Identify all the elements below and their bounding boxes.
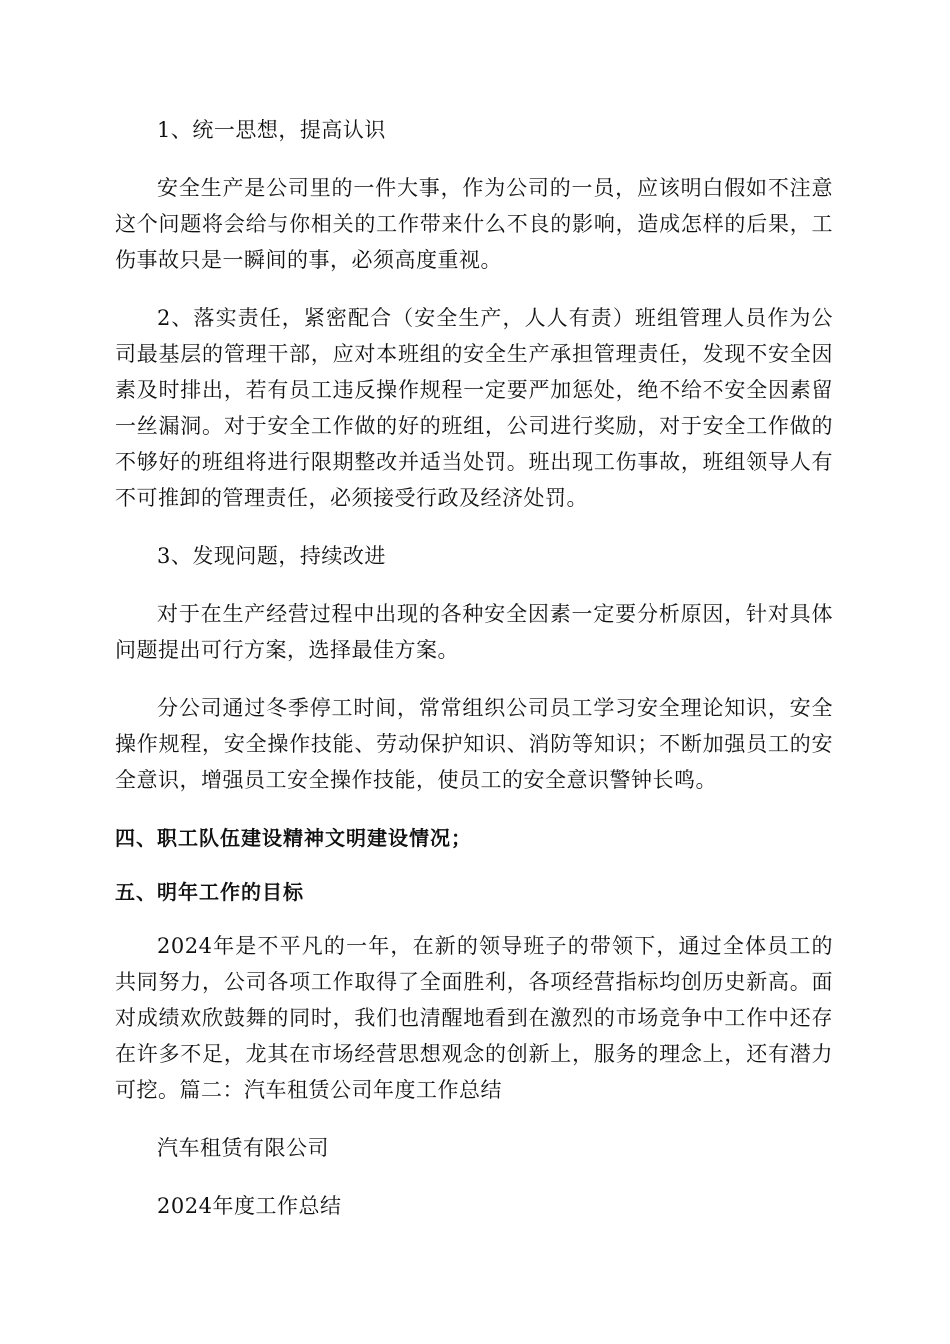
- company-name-line: 汽车租赁有限公司: [157, 1136, 329, 1160]
- section-item-3: 3、发现问题，持续改进: [157, 544, 386, 568]
- paragraph-training: 分公司通过冬季停工时间，常常组织公司员工学习安全理论知识，安全操作规程，安全操作技能、劳动保护知识、消防等知识；不断加强员工的安全意识，增强员工安全操作技能，使员工的安全意识警钟长鸣。: [115, 696, 833, 792]
- section-item-1: 1、统一思想，提高认识: [157, 118, 386, 142]
- heading-section-5: 五、明年工作的目标: [115, 880, 304, 904]
- paragraph-year-summary: 2024年是不平凡的一年，在新的领导班子的带领下，通过全体员工的共同努力，公司各项工作取得了全面胜利，各项经营指标均创历史新高。面对成绩欢欣鼓舞的同时，我们也清醒地看到在激烈的市场竞争中工作中还存在许多不足，龙其在市场经营思想观念的创新上，服务的理念上，还有潜力可挖。篇二：汽车租赁公司年度工作总结: [115, 934, 833, 1102]
- document-page: [115, 112, 833, 1246]
- paragraph-analysis: 对于在生产经营过程中出现的各种安全因素一定要分析原因，针对具体问题提出可行方案，选择最佳方案。: [115, 602, 833, 662]
- heading-section-4: 四、职工队伍建设精神文明建设情况；: [115, 826, 472, 850]
- section-item-2: 2、落实责任，紧密配合（安全生产，人人有责）班组管理人员作为公司最基层的管理干部，应对本班组的安全生产承担管理责任，发现不安全因素及时排出，若有员工违反操作规程一定要严加惩处，绝不给不安全因素留一丝漏洞。对于安全工作做的好的班组，公司进行奖励，对于安全工作做的不够好的班组将进行限期整改并适当处罚。班出现工伤事故，班组领导人有不可推卸的管理责任，必须接受行政及经济处罚。: [115, 306, 833, 510]
- paragraph-safety-importance: 安全生产是公司里的一件大事，作为公司的一员，应该明白假如不注意这个问题将会给与你相关的工作带来什么不良的影响，造成怎样的后果，工伤事故只是一瞬间的事，必须高度重视。: [115, 176, 833, 272]
- report-title-line: 2024年度工作总结: [157, 1194, 342, 1218]
